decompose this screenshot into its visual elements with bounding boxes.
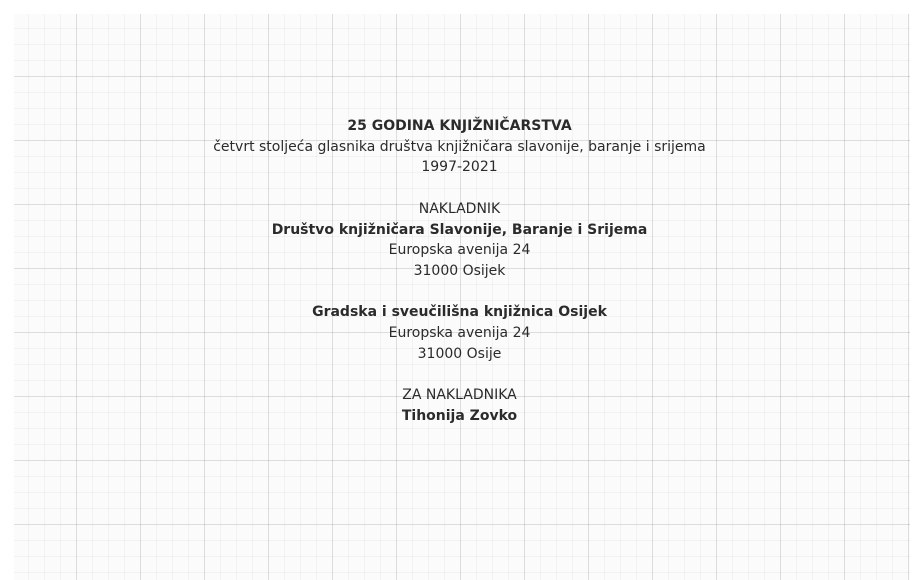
publisher-2-city: 31000 Osije [417,345,502,362]
imprint-block [0,116,919,427]
publisher-1-name: Društvo knjižničara Slavonije, Baranje i Srijema [271,221,648,238]
publisher-1-city: 31000 Osijek [413,262,506,279]
book-years: 1997-2021 [421,159,498,176]
publisher-1-address: Europska avenija 24 [388,242,531,259]
for-publisher-heading: ZA NAKLADNIKA [402,387,517,404]
publisher-heading: NAKLADNIK [418,200,501,217]
spacer [0,282,919,303]
spacer [0,364,919,385]
publisher-2-address: Europska avenija 24 [388,325,531,341]
publisher-2-name: Gradska i sveučilišna knjižnica Osijek [312,304,607,321]
book-subtitle: četvrt stoljeća glasnika društva knjižničara slavonije, baranje i srijema [213,138,706,155]
spacer [0,178,919,199]
book-title: 25 GODINA KNJIŽNIČARSTVA [347,118,572,134]
for-publisher-name: Tihonija Zovko [401,407,518,424]
